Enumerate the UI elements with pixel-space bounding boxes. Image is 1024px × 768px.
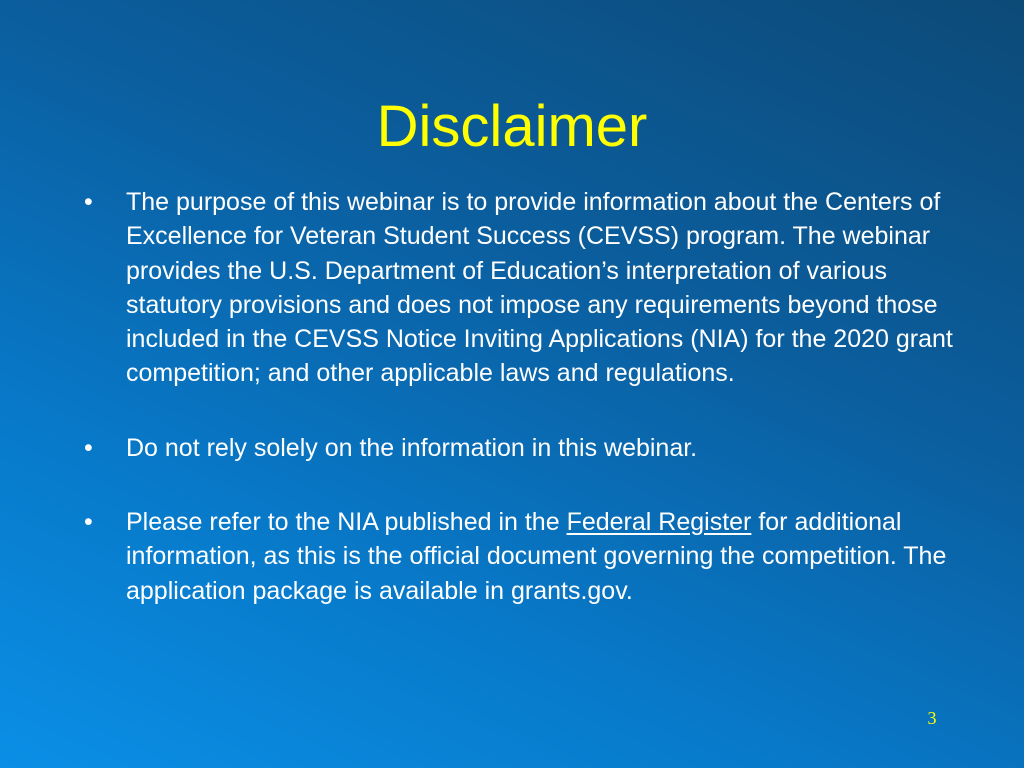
bullet-text-rely: Do not rely solely on the information in this webinar. (126, 433, 698, 462)
bullet-text-refer-before: Please refer to the NIA published in the (126, 508, 567, 537)
slide-number: 3 (927, 708, 937, 728)
bullet-marker: • (84, 433, 93, 462)
bullet-item-rely (84, 431, 964, 465)
bullet-marker: • (84, 188, 93, 216)
bullet-text-refer-after: for additional information, as this is the official document governing the competition. The application package is available in grants.gov. (126, 508, 947, 605)
bullet-marker: • (84, 508, 93, 537)
bullet-list (84, 185, 964, 608)
bullet-item-refer (84, 505, 964, 608)
slide-title: Disclaimer (376, 94, 648, 159)
bullet-item-purpose (84, 185, 964, 391)
federal-register-link[interactable]: Federal Register (566, 508, 752, 537)
bullet-text-purpose: The purpose of this webinar is to provide information about the Centers of Excellence for Veteran Student Success (CEVSS) program. The webinar provides the U.S. Department of Education’s interpretation of various statutory provisions and does not impose any requirements beyond those included in the CEVSS Notice Inviting Applications (NIA) for the 2020 grant competition; and other applicable laws and regulations. (126, 188, 953, 388)
